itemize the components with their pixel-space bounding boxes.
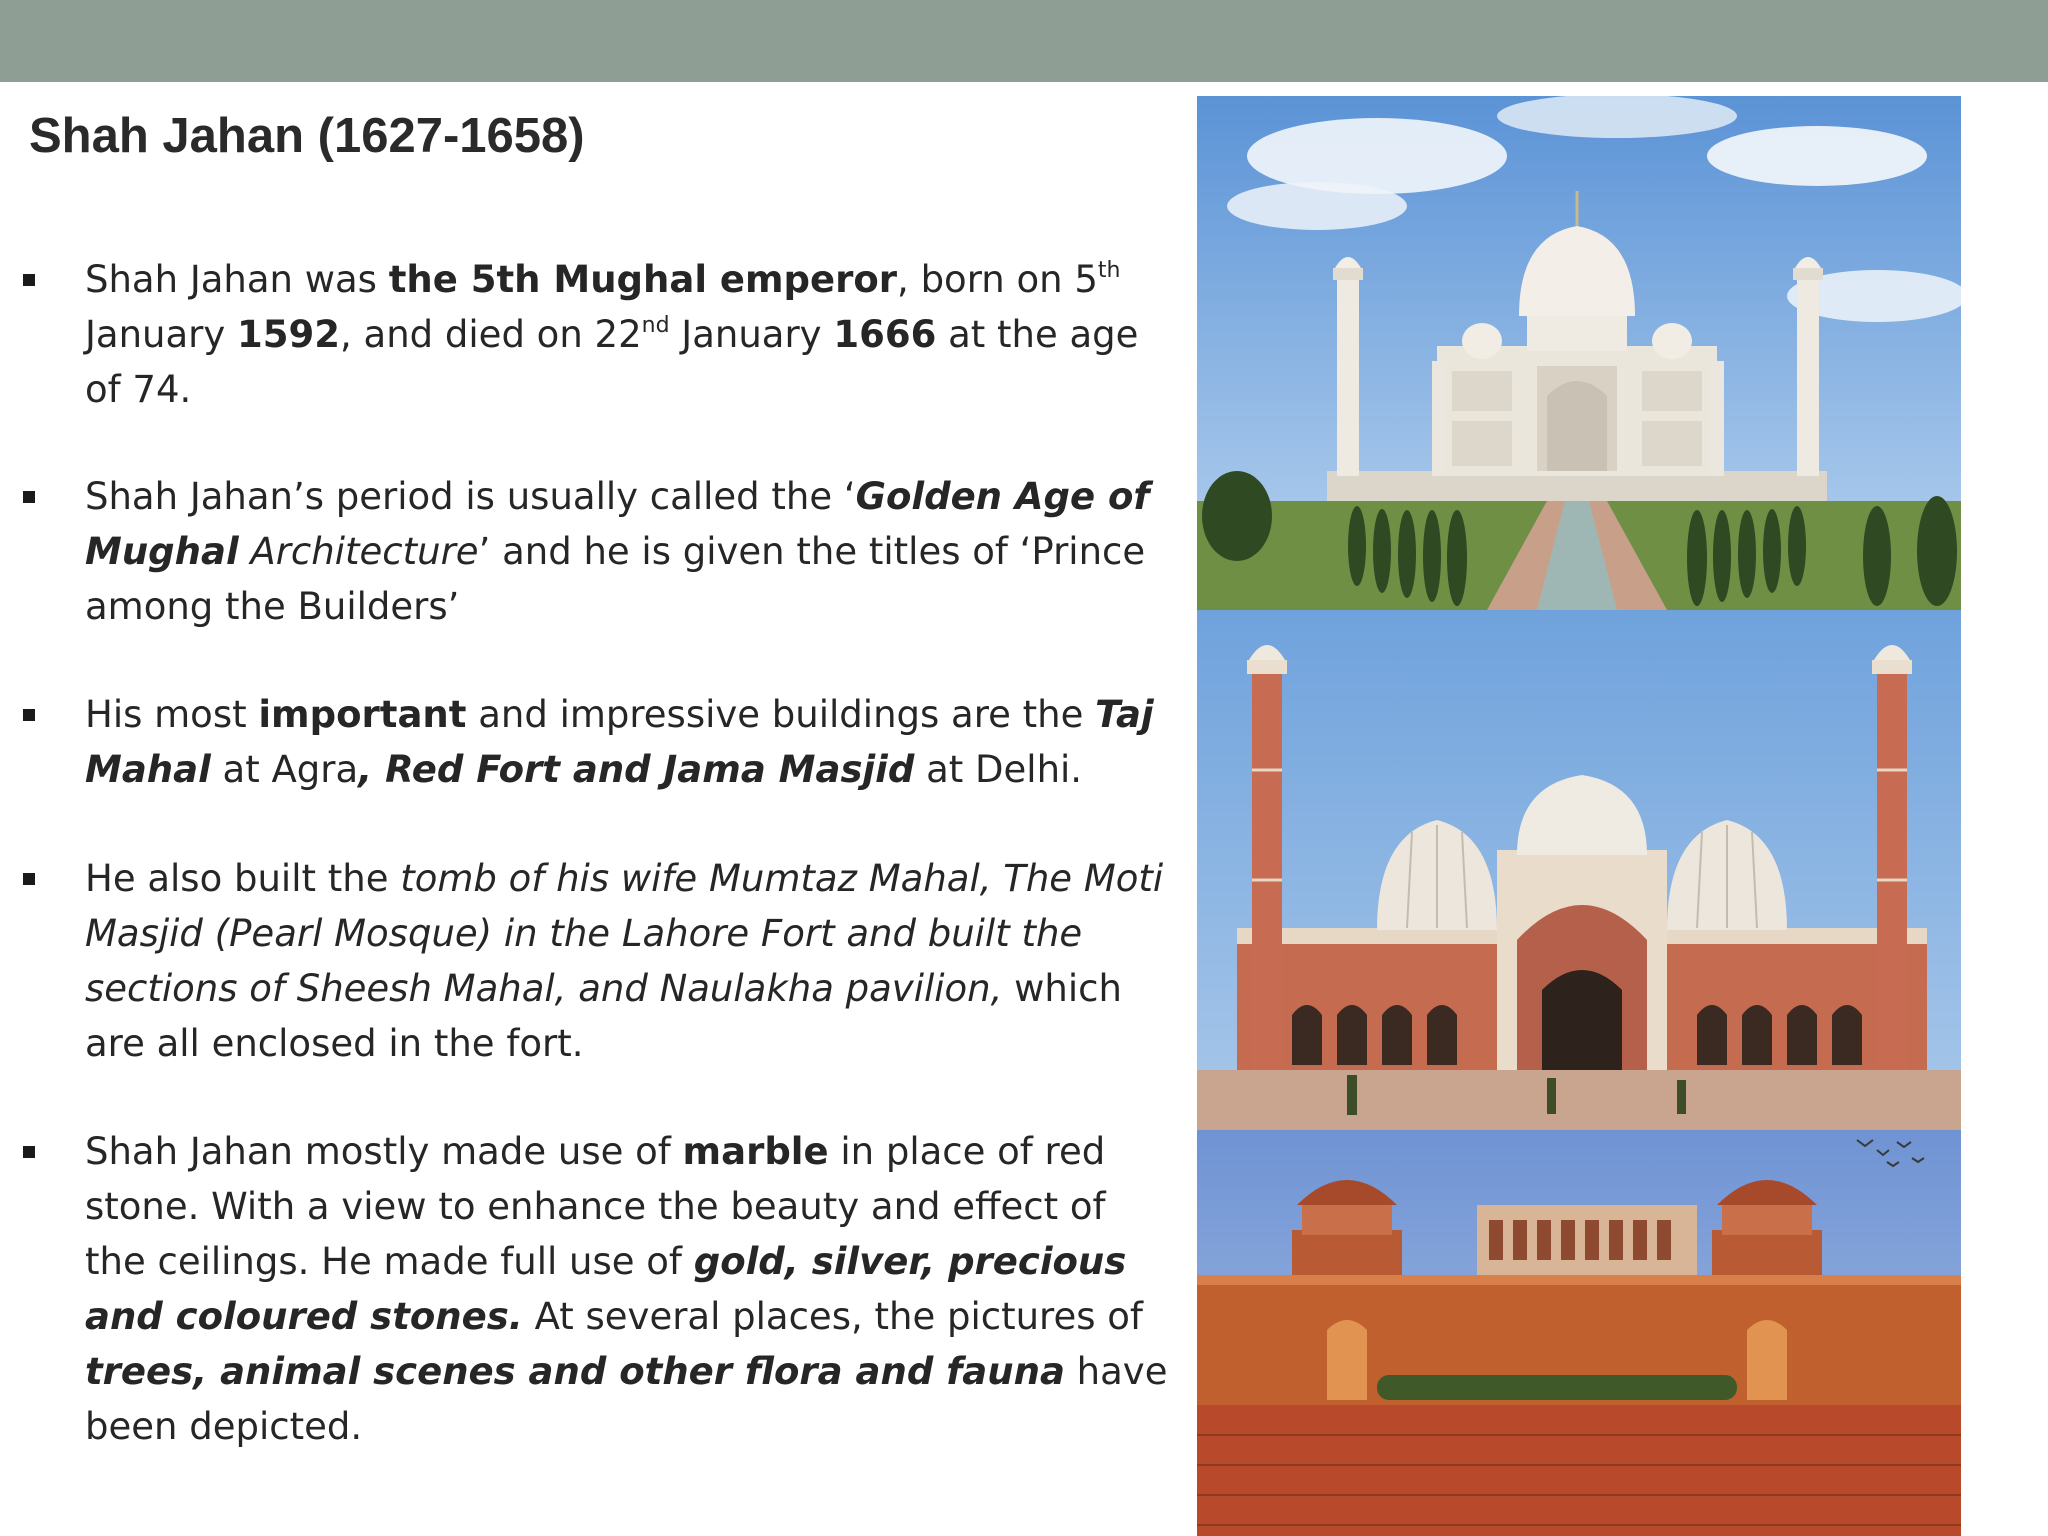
bullet-text-run: marble [682,1130,829,1173]
bullet-text-run: at the age of 74. [85,313,1139,411]
bullet-item [85,252,1175,417]
bullet-text-run: At several places, the pictures of [522,1295,1143,1338]
taj-mahal-illustration [1197,96,1961,610]
bullet-text-run: gold, silver, precious and coloured stones. [85,1240,1127,1338]
bullet-text-run: the 5th Mughal emperor [388,258,898,301]
bullet-marker [23,709,35,721]
bullet-text-run: Architecture [250,530,479,573]
jama-masjid-photo [1197,610,1961,1130]
slide-title: Shah Jahan (1627-1658) [29,109,585,163]
bullet-text-run: January [669,313,834,356]
bullet-text-run: tomb of his wife Mumtaz Mahal, The Moti Masjid (Pearl Mosque) in the Lahore Fort and built the sections of Sheesh Mahal, and Naulakha pavilion, [85,857,1164,1010]
bullet-text [85,857,1163,1065]
bullet-text-run: Shah Jahan was [85,258,389,301]
bullet-text-run: have been depicted. [85,1350,1168,1448]
bullet-item [85,687,1175,797]
bullet-marker [23,1146,35,1158]
bullet-text-run [239,530,251,573]
bullet-text-run: , and died on 22 [340,313,642,356]
bullet-text [85,475,1150,628]
bullet-text-run: nd [641,312,670,338]
bullet-text-run: Shah Jahan mostly made use of [85,1130,683,1173]
bullet-text [85,258,1138,411]
bullet-marker [23,274,35,286]
bullet-text-run: , Red Fort and Jama Masjid [358,748,915,791]
bullet-text-run: at Delhi. [914,748,1083,791]
bullet-text-run: , born on 5 [897,258,1098,301]
bullet-text-run: ’ and he is given the titles of ‘Prince among the Builders’ [85,530,1146,628]
bullet-marker [23,491,35,503]
bullet-text-run: at Agra [210,748,359,791]
bullet-text-run: th [1097,257,1121,283]
bullet-text-run: Shah Jahan’s period is usually called the ‘ [85,475,856,518]
bullet-text-run: in place of red stone. With a view to enhance the beauty and effect of the ceilings. He made full use of [85,1130,1106,1283]
jama-masjid-illustration [1197,610,1961,1130]
bullet-text-run: He also built the [85,857,401,900]
bullet-text [85,1130,1167,1448]
bullet-marker [23,873,35,885]
header-bar [0,0,2048,82]
bullet-text-run: Golden Age of Mughal [85,475,1150,573]
bullet-text-run: January [85,313,238,356]
bullet-item [85,1124,1175,1454]
bullet-text-run: important [258,693,467,736]
bullet-text-run: and impressive buildings are the [466,693,1096,736]
red-fort-photo [1197,1130,1961,1536]
photo-column [1197,96,1961,1536]
red-fort-illustration [1197,1130,1961,1536]
bullet-item [85,469,1175,634]
taj-mahal-photo [1197,96,1961,610]
bullet-text-run: 1592 [237,313,341,356]
bullet-text-run: Taj Mahal [85,693,1154,791]
bullet-item [85,851,1175,1071]
bullet-text-run: trees, animal scenes and other flora and fauna [85,1350,1065,1393]
bullet-text-run: which are all enclosed in the fort. [85,967,1122,1065]
bullet-text-run: His most [85,693,259,736]
bullet-text-run: 1666 [833,313,937,356]
bullet-text [85,693,1154,791]
